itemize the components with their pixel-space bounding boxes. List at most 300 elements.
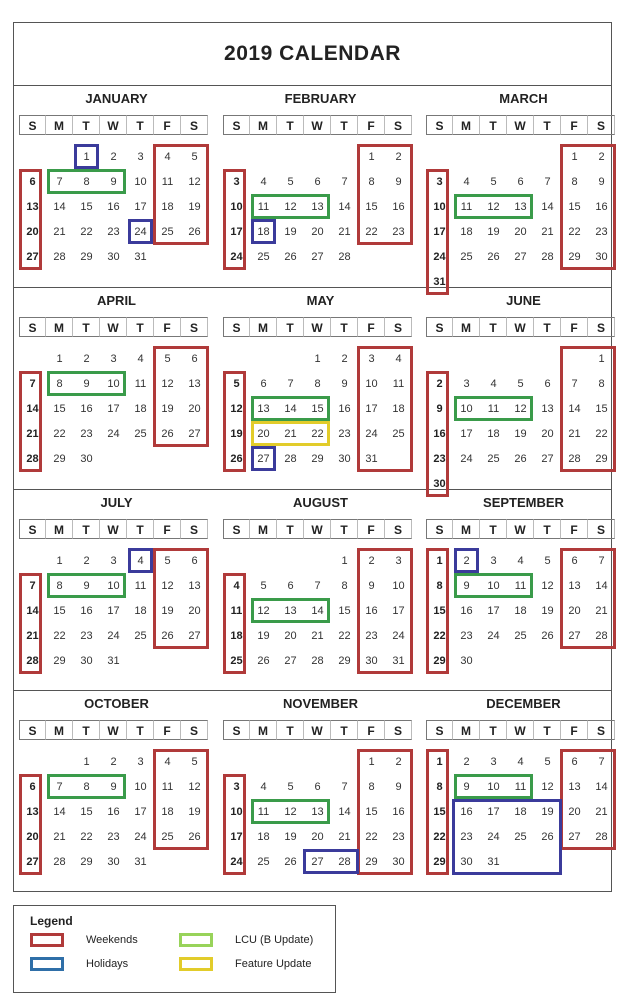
day-cell[interactable]: 18 (134, 403, 147, 415)
day-cell[interactable]: 1 (571, 151, 578, 163)
day-cell[interactable]: 9 (341, 378, 348, 390)
day-cell[interactable]: 22 (433, 630, 446, 642)
day-cell[interactable]: 14 (338, 201, 351, 213)
day-cell[interactable]: 28 (311, 655, 324, 667)
day-cell[interactable]: 8 (314, 378, 321, 390)
day-cell[interactable]: 4 (490, 378, 497, 390)
day-cell[interactable]: 4 (395, 353, 402, 365)
day-cell[interactable]: 17 (107, 403, 120, 415)
day-cell[interactable]: 14 (53, 806, 66, 818)
day-cell[interactable]: 17 (134, 201, 147, 213)
day-cell[interactable]: 21 (338, 226, 351, 238)
day-cell[interactable]: 28 (595, 630, 608, 642)
day-cell[interactable]: 15 (568, 201, 581, 213)
day-cell[interactable]: 30 (595, 251, 608, 263)
day-cell[interactable]: 6 (544, 378, 551, 390)
day-cell[interactable]: 28 (338, 856, 351, 868)
day-cell[interactable]: 29 (53, 453, 66, 465)
day-cell[interactable]: 10 (487, 580, 500, 592)
day-cell[interactable]: 23 (365, 630, 378, 642)
day-cell[interactable]: 12 (284, 201, 297, 213)
day-cell[interactable]: 21 (53, 831, 66, 843)
day-cell[interactable]: 31 (134, 251, 147, 263)
day-cell[interactable]: 4 (260, 176, 267, 188)
day-cell[interactable]: 6 (29, 781, 36, 793)
day-cell[interactable]: 24 (107, 630, 120, 642)
day-cell[interactable]: 10 (365, 378, 378, 390)
day-cell[interactable]: 18 (230, 630, 243, 642)
day-cell[interactable]: 7 (287, 378, 294, 390)
day-cell[interactable]: 20 (311, 831, 324, 843)
day-cell[interactable]: 6 (287, 580, 294, 592)
day-cell[interactable]: 20 (257, 428, 270, 440)
day-cell[interactable]: 14 (26, 605, 39, 617)
day-cell[interactable]: 6 (29, 176, 36, 188)
day-cell[interactable]: 8 (56, 580, 63, 592)
day-cell[interactable]: 11 (487, 403, 500, 415)
day-cell[interactable]: 13 (26, 201, 39, 213)
day-cell[interactable]: 14 (595, 580, 608, 592)
day-cell[interactable]: 19 (188, 201, 201, 213)
day-cell[interactable]: 21 (568, 428, 581, 440)
day-cell[interactable]: 7 (29, 378, 36, 390)
day-cell[interactable]: 19 (514, 428, 527, 440)
day-cell[interactable]: 9 (83, 378, 90, 390)
day-cell[interactable]: 13 (311, 806, 324, 818)
day-cell[interactable]: 13 (188, 580, 201, 592)
day-cell[interactable]: 14 (338, 806, 351, 818)
day-cell[interactable]: 12 (257, 605, 270, 617)
day-cell[interactable]: 9 (110, 176, 117, 188)
day-cell[interactable]: 28 (338, 251, 351, 263)
day-cell[interactable]: 12 (284, 806, 297, 818)
day-cell[interactable]: 18 (257, 831, 270, 843)
day-cell[interactable]: 22 (53, 630, 66, 642)
day-cell[interactable]: 27 (257, 453, 270, 465)
day-cell[interactable]: 1 (368, 151, 375, 163)
day-cell[interactable]: 16 (80, 605, 93, 617)
day-cell[interactable]: 23 (338, 428, 351, 440)
day-cell[interactable]: 7 (56, 781, 63, 793)
day-cell[interactable]: 8 (368, 781, 375, 793)
day-cell[interactable]: 23 (392, 226, 405, 238)
day-cell[interactable]: 17 (433, 226, 446, 238)
day-cell[interactable]: 22 (80, 831, 93, 843)
day-cell[interactable]: 25 (257, 251, 270, 263)
day-cell[interactable]: 28 (53, 856, 66, 868)
day-cell[interactable]: 21 (311, 630, 324, 642)
day-cell[interactable]: 21 (26, 630, 39, 642)
day-cell[interactable]: 15 (365, 806, 378, 818)
day-cell[interactable]: 9 (463, 781, 470, 793)
day-cell[interactable]: 9 (368, 580, 375, 592)
day-cell[interactable]: 20 (311, 226, 324, 238)
day-cell[interactable]: 23 (80, 630, 93, 642)
day-cell[interactable]: 12 (541, 580, 554, 592)
day-cell[interactable]: 8 (83, 176, 90, 188)
day-cell[interactable]: 8 (436, 781, 443, 793)
day-cell[interactable]: 19 (487, 226, 500, 238)
day-cell[interactable]: 3 (436, 176, 443, 188)
day-cell[interactable]: 22 (365, 831, 378, 843)
day-cell[interactable]: 17 (487, 806, 500, 818)
day-cell[interactable]: 26 (541, 831, 554, 843)
day-cell[interactable]: 1 (56, 353, 63, 365)
day-cell[interactable]: 7 (29, 580, 36, 592)
day-cell[interactable]: 29 (595, 453, 608, 465)
day-cell[interactable]: 19 (284, 831, 297, 843)
day-cell[interactable]: 8 (598, 378, 605, 390)
day-cell[interactable]: 29 (433, 655, 446, 667)
day-cell[interactable]: 19 (161, 403, 174, 415)
day-cell[interactable]: 24 (107, 428, 120, 440)
day-cell[interactable]: 14 (568, 403, 581, 415)
day-cell[interactable]: 16 (338, 403, 351, 415)
day-cell[interactable]: 31 (487, 856, 500, 868)
day-cell[interactable]: 25 (487, 453, 500, 465)
day-cell[interactable]: 2 (395, 151, 402, 163)
day-cell[interactable]: 28 (284, 453, 297, 465)
day-cell[interactable]: 12 (230, 403, 243, 415)
day-cell[interactable]: 22 (311, 428, 324, 440)
day-cell[interactable]: 13 (257, 403, 270, 415)
day-cell[interactable]: 6 (314, 176, 321, 188)
day-cell[interactable]: 26 (257, 655, 270, 667)
day-cell[interactable]: 5 (287, 781, 294, 793)
day-cell[interactable]: 27 (188, 630, 201, 642)
day-cell[interactable]: 25 (161, 226, 174, 238)
day-cell[interactable]: 10 (487, 781, 500, 793)
day-cell[interactable]: 3 (490, 756, 497, 768)
day-cell[interactable]: 19 (541, 605, 554, 617)
day-cell[interactable]: 11 (134, 378, 147, 390)
day-cell[interactable]: 12 (541, 781, 554, 793)
day-cell[interactable]: 25 (514, 831, 527, 843)
day-cell[interactable]: 10 (107, 378, 120, 390)
day-cell[interactable]: 12 (514, 403, 527, 415)
day-cell[interactable]: 15 (311, 403, 324, 415)
day-cell[interactable]: 24 (392, 630, 405, 642)
day-cell[interactable]: 3 (490, 555, 497, 567)
day-cell[interactable]: 3 (137, 756, 144, 768)
day-cell[interactable]: 26 (284, 856, 297, 868)
day-cell[interactable]: 25 (134, 428, 147, 440)
day-cell[interactable]: 22 (568, 226, 581, 238)
day-cell[interactable]: 29 (365, 856, 378, 868)
day-cell[interactable]: 23 (107, 226, 120, 238)
day-cell[interactable]: 9 (436, 403, 443, 415)
day-cell[interactable]: 5 (544, 756, 551, 768)
day-cell[interactable]: 8 (571, 176, 578, 188)
day-cell[interactable]: 13 (568, 580, 581, 592)
day-cell[interactable]: 17 (365, 403, 378, 415)
day-cell[interactable]: 16 (460, 605, 473, 617)
day-cell[interactable]: 24 (365, 428, 378, 440)
day-cell[interactable]: 4 (137, 555, 144, 567)
day-cell[interactable]: 6 (191, 353, 198, 365)
day-cell[interactable]: 12 (161, 378, 174, 390)
day-cell[interactable]: 15 (80, 201, 93, 213)
day-cell[interactable]: 5 (191, 756, 198, 768)
day-cell[interactable]: 28 (26, 453, 39, 465)
day-cell[interactable]: 3 (395, 555, 402, 567)
day-cell[interactable]: 23 (80, 428, 93, 440)
day-cell[interactable]: 10 (460, 403, 473, 415)
day-cell[interactable]: 3 (233, 781, 240, 793)
day-cell[interactable]: 29 (80, 251, 93, 263)
day-cell[interactable]: 16 (433, 428, 446, 440)
day-cell[interactable]: 26 (188, 226, 201, 238)
day-cell[interactable]: 6 (571, 756, 578, 768)
day-cell[interactable]: 30 (460, 655, 473, 667)
day-cell[interactable]: 25 (257, 856, 270, 868)
day-cell[interactable]: 30 (107, 856, 120, 868)
day-cell[interactable]: 12 (161, 580, 174, 592)
day-cell[interactable]: 23 (107, 831, 120, 843)
day-cell[interactable]: 2 (463, 555, 470, 567)
day-cell[interactable]: 17 (460, 428, 473, 440)
day-cell[interactable]: 18 (487, 428, 500, 440)
day-cell[interactable]: 5 (260, 580, 267, 592)
day-cell[interactable]: 6 (517, 176, 524, 188)
day-cell[interactable]: 11 (161, 176, 174, 188)
day-cell[interactable]: 19 (188, 806, 201, 818)
day-cell[interactable]: 1 (83, 151, 90, 163)
day-cell[interactable]: 27 (26, 251, 39, 263)
day-cell[interactable]: 5 (287, 176, 294, 188)
day-cell[interactable]: 10 (230, 201, 243, 213)
day-cell[interactable]: 1 (314, 353, 321, 365)
day-cell[interactable]: 11 (514, 781, 527, 793)
day-cell[interactable]: 30 (338, 453, 351, 465)
day-cell[interactable]: 30 (392, 856, 405, 868)
day-cell[interactable]: 20 (188, 605, 201, 617)
day-cell[interactable]: 26 (487, 251, 500, 263)
day-cell[interactable]: 9 (83, 580, 90, 592)
day-cell[interactable]: 23 (460, 831, 473, 843)
day-cell[interactable]: 7 (341, 781, 348, 793)
day-cell[interactable]: 4 (164, 756, 171, 768)
day-cell[interactable]: 14 (541, 201, 554, 213)
day-cell[interactable]: 4 (260, 781, 267, 793)
day-cell[interactable]: 22 (595, 428, 608, 440)
day-cell[interactable]: 24 (487, 630, 500, 642)
day-cell[interactable]: 20 (541, 428, 554, 440)
day-cell[interactable]: 20 (188, 403, 201, 415)
day-cell[interactable]: 16 (460, 806, 473, 818)
day-cell[interactable]: 23 (392, 831, 405, 843)
day-cell[interactable]: 30 (433, 478, 446, 490)
day-cell[interactable]: 25 (514, 630, 527, 642)
day-cell[interactable]: 20 (514, 226, 527, 238)
day-cell[interactable]: 24 (134, 831, 147, 843)
day-cell[interactable]: 2 (110, 151, 117, 163)
day-cell[interactable]: 26 (230, 453, 243, 465)
day-cell[interactable]: 8 (341, 580, 348, 592)
day-cell[interactable]: 30 (80, 655, 93, 667)
day-cell[interactable]: 27 (568, 630, 581, 642)
day-cell[interactable]: 4 (517, 555, 524, 567)
day-cell[interactable]: 27 (568, 831, 581, 843)
day-cell[interactable]: 11 (230, 605, 243, 617)
day-cell[interactable]: 23 (595, 226, 608, 238)
day-cell[interactable]: 17 (107, 605, 120, 617)
day-cell[interactable]: 4 (164, 151, 171, 163)
day-cell[interactable]: 2 (463, 756, 470, 768)
day-cell[interactable]: 7 (598, 555, 605, 567)
day-cell[interactable]: 10 (107, 580, 120, 592)
day-cell[interactable]: 19 (257, 630, 270, 642)
day-cell[interactable]: 14 (26, 403, 39, 415)
day-cell[interactable]: 7 (341, 176, 348, 188)
day-cell[interactable]: 13 (541, 403, 554, 415)
day-cell[interactable]: 13 (568, 781, 581, 793)
day-cell[interactable]: 18 (460, 226, 473, 238)
day-cell[interactable]: 14 (595, 781, 608, 793)
day-cell[interactable]: 15 (338, 605, 351, 617)
day-cell[interactable]: 24 (134, 226, 147, 238)
day-cell[interactable]: 31 (392, 655, 405, 667)
day-cell[interactable]: 21 (595, 806, 608, 818)
day-cell[interactable]: 18 (161, 201, 174, 213)
day-cell[interactable]: 9 (598, 176, 605, 188)
day-cell[interactable]: 11 (134, 580, 147, 592)
day-cell[interactable]: 26 (161, 630, 174, 642)
day-cell[interactable]: 18 (134, 605, 147, 617)
day-cell[interactable]: 5 (164, 555, 171, 567)
day-cell[interactable]: 11 (257, 201, 270, 213)
day-cell[interactable]: 27 (284, 655, 297, 667)
day-cell[interactable]: 29 (311, 453, 324, 465)
day-cell[interactable]: 18 (514, 806, 527, 818)
day-cell[interactable]: 18 (392, 403, 405, 415)
day-cell[interactable]: 2 (341, 353, 348, 365)
day-cell[interactable]: 2 (83, 555, 90, 567)
day-cell[interactable]: 17 (134, 806, 147, 818)
day-cell[interactable]: 30 (460, 856, 473, 868)
day-cell[interactable]: 31 (107, 655, 120, 667)
day-cell[interactable]: 25 (134, 630, 147, 642)
day-cell[interactable]: 31 (134, 856, 147, 868)
day-cell[interactable]: 17 (392, 605, 405, 617)
day-cell[interactable]: 11 (392, 378, 405, 390)
day-cell[interactable]: 24 (433, 251, 446, 263)
day-cell[interactable]: 16 (595, 201, 608, 213)
day-cell[interactable]: 11 (514, 580, 527, 592)
day-cell[interactable]: 14 (311, 605, 324, 617)
day-cell[interactable]: 25 (230, 655, 243, 667)
day-cell[interactable]: 14 (53, 201, 66, 213)
day-cell[interactable]: 9 (110, 781, 117, 793)
day-cell[interactable]: 20 (26, 831, 39, 843)
day-cell[interactable]: 2 (83, 353, 90, 365)
day-cell[interactable]: 23 (460, 630, 473, 642)
day-cell[interactable]: 12 (487, 201, 500, 213)
day-cell[interactable]: 26 (541, 630, 554, 642)
day-cell[interactable]: 1 (368, 756, 375, 768)
day-cell[interactable]: 3 (233, 176, 240, 188)
day-cell[interactable]: 30 (107, 251, 120, 263)
day-cell[interactable]: 13 (26, 806, 39, 818)
day-cell[interactable]: 15 (53, 403, 66, 415)
day-cell[interactable]: 7 (598, 756, 605, 768)
day-cell[interactable]: 5 (191, 151, 198, 163)
day-cell[interactable]: 29 (53, 655, 66, 667)
day-cell[interactable]: 3 (368, 353, 375, 365)
day-cell[interactable]: 15 (365, 201, 378, 213)
day-cell[interactable]: 7 (544, 176, 551, 188)
day-cell[interactable]: 21 (541, 226, 554, 238)
day-cell[interactable]: 10 (230, 806, 243, 818)
day-cell[interactable]: 16 (365, 605, 378, 617)
day-cell[interactable]: 20 (26, 226, 39, 238)
day-cell[interactable]: 8 (436, 580, 443, 592)
day-cell[interactable]: 20 (568, 806, 581, 818)
day-cell[interactable]: 5 (164, 353, 171, 365)
day-cell[interactable]: 3 (110, 555, 117, 567)
day-cell[interactable]: 3 (463, 378, 470, 390)
day-cell[interactable]: 27 (188, 428, 201, 440)
day-cell[interactable]: 27 (541, 453, 554, 465)
day-cell[interactable]: 22 (365, 226, 378, 238)
day-cell[interactable]: 2 (395, 756, 402, 768)
day-cell[interactable]: 26 (188, 831, 201, 843)
day-cell[interactable]: 31 (365, 453, 378, 465)
day-cell[interactable]: 18 (514, 605, 527, 617)
day-cell[interactable]: 3 (137, 151, 144, 163)
day-cell[interactable]: 17 (230, 831, 243, 843)
day-cell[interactable]: 7 (56, 176, 63, 188)
day-cell[interactable]: 10 (433, 201, 446, 213)
day-cell[interactable]: 21 (284, 428, 297, 440)
day-cell[interactable]: 2 (110, 756, 117, 768)
day-cell[interactable]: 10 (392, 580, 405, 592)
day-cell[interactable]: 29 (433, 856, 446, 868)
day-cell[interactable]: 6 (191, 555, 198, 567)
day-cell[interactable]: 22 (433, 831, 446, 843)
day-cell[interactable]: 28 (568, 453, 581, 465)
day-cell[interactable]: 11 (161, 781, 174, 793)
day-cell[interactable]: 26 (284, 251, 297, 263)
day-cell[interactable]: 27 (514, 251, 527, 263)
day-cell[interactable]: 30 (365, 655, 378, 667)
day-cell[interactable]: 23 (433, 453, 446, 465)
day-cell[interactable]: 16 (107, 806, 120, 818)
day-cell[interactable]: 24 (230, 856, 243, 868)
day-cell[interactable]: 6 (314, 781, 321, 793)
day-cell[interactable]: 16 (107, 201, 120, 213)
day-cell[interactable]: 14 (284, 403, 297, 415)
day-cell[interactable]: 29 (80, 856, 93, 868)
day-cell[interactable]: 27 (26, 856, 39, 868)
day-cell[interactable]: 5 (490, 176, 497, 188)
day-cell[interactable]: 7 (571, 378, 578, 390)
day-cell[interactable]: 25 (161, 831, 174, 843)
day-cell[interactable]: 13 (311, 201, 324, 213)
day-cell[interactable]: 10 (134, 176, 147, 188)
day-cell[interactable]: 4 (463, 176, 470, 188)
day-cell[interactable]: 15 (80, 806, 93, 818)
day-cell[interactable]: 25 (460, 251, 473, 263)
day-cell[interactable]: 28 (541, 251, 554, 263)
day-cell[interactable]: 28 (595, 831, 608, 843)
day-cell[interactable]: 19 (230, 428, 243, 440)
day-cell[interactable]: 1 (83, 756, 90, 768)
day-cell[interactable]: 28 (53, 251, 66, 263)
day-cell[interactable]: 24 (460, 453, 473, 465)
day-cell[interactable]: 9 (395, 176, 402, 188)
day-cell[interactable]: 15 (433, 605, 446, 617)
